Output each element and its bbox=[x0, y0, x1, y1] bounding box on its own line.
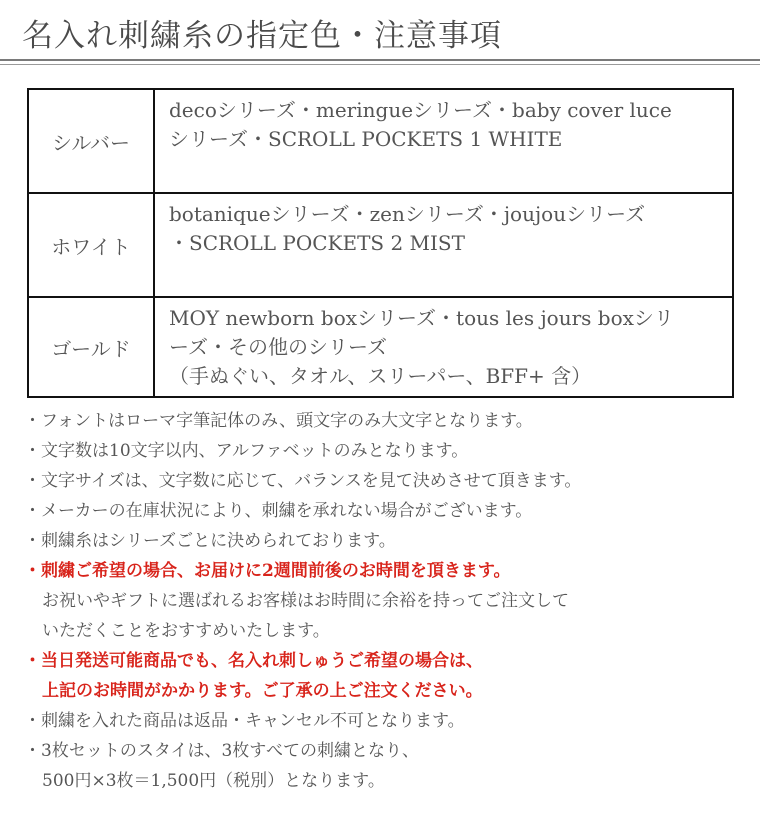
table-row bbox=[28, 297, 733, 397]
series-line: （手ぬぐい、タオル、スリーパー、BFF+ 含） bbox=[169, 364, 592, 388]
note-item: ・メーカーの在庫状況により、刺繍を承れない場合がございます。 bbox=[24, 501, 533, 521]
series-line: MOY newborn boxシリーズ・tous les jours boxシリ bbox=[169, 306, 674, 330]
note-item-highlight-continued: 上記のお時間がかかります。ご了承の上ご注文ください。 bbox=[42, 681, 483, 701]
series-line: decoシリーズ・meringueシリーズ・baby cover luce bbox=[169, 98, 672, 122]
note-item-continued: 500円×3枚＝1,500円（税別）となります。 bbox=[42, 771, 385, 791]
title-divider bbox=[0, 59, 760, 61]
note-item: ・文字サイズは、文字数に応じて、バランスを見て決めさせて頂きます。 bbox=[24, 471, 582, 491]
note-item: ・刺繍を入れた商品は返品・キャンセル不可となります。 bbox=[24, 711, 465, 731]
note-item-continued: お祝いやギフトに選ばれるお客様はお時間に余裕を持ってご注文して bbox=[42, 591, 569, 611]
series-line: botaniqueシリーズ・zenシリーズ・joujouシリーズ bbox=[169, 202, 646, 226]
series-line: シリーズ・SCROLL POCKETS 1 WHITE bbox=[169, 127, 563, 151]
note-item-highlight: ・刺繍ご希望の場合、お届けに2週間前後のお時間を頂きます。 bbox=[24, 561, 511, 581]
series-list bbox=[154, 89, 733, 193]
note-item: ・3枚セットのスタイは、3枚すべての刺繍となり、 bbox=[24, 741, 419, 761]
note-item-continued: いただくことをおすすめいたします。 bbox=[42, 621, 330, 641]
page-title: 名入れ刺繍糸の指定色・注意事項 bbox=[22, 18, 502, 54]
color-name: シルバー bbox=[28, 89, 154, 193]
series-list bbox=[154, 297, 733, 397]
series-list bbox=[154, 193, 733, 297]
thread-color-table bbox=[27, 88, 734, 398]
series-line: ・SCROLL POCKETS 2 MIST bbox=[169, 231, 465, 255]
note-item-highlight: ・当日発送可能商品でも、名入れ刺しゅうご希望の場合は、 bbox=[24, 651, 483, 671]
table-row bbox=[28, 89, 733, 193]
title-divider-thin bbox=[0, 64, 760, 65]
color-name: ゴールド bbox=[28, 297, 154, 397]
note-item: ・文字数は10文字以内、アルファベットのみとなります。 bbox=[24, 441, 469, 461]
note-item: ・フォントはローマ字筆記体のみ、頭文字のみ大文字となります。 bbox=[24, 411, 533, 431]
series-line: ーズ・その他のシリーズ bbox=[169, 335, 387, 359]
color-name: ホワイト bbox=[28, 193, 154, 297]
notes-list bbox=[24, 406, 744, 796]
table-row bbox=[28, 193, 733, 297]
note-item: ・刺繍糸はシリーズごとに決められております。 bbox=[24, 531, 396, 551]
